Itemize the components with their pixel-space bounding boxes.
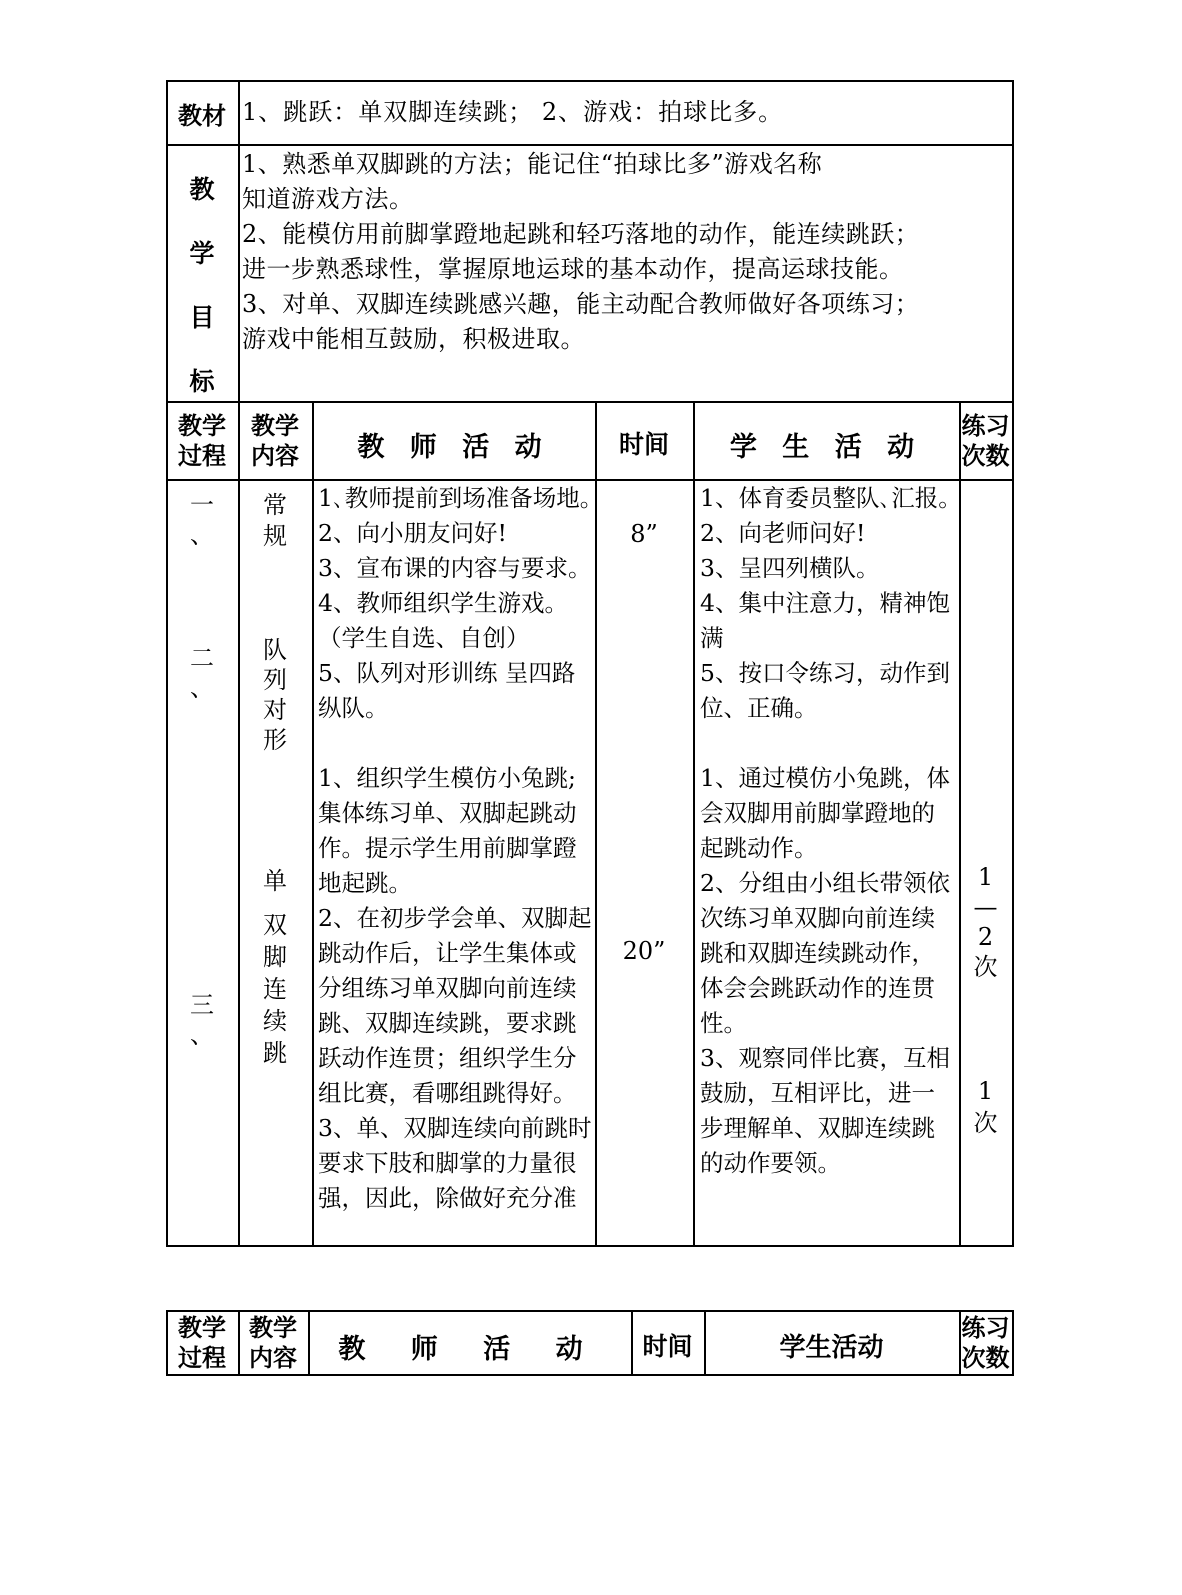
t2-header-time: 时间 — [642, 1332, 693, 1361]
student-activity-text: 1、体育委员整队､汇报。 2、向老师问好! 3、呈四列横队。 4、集中注意力，精神饱 满 5、按口令练习，动作到 位、正确。 1、通过模仿小兔跳，体 会双脚用前脚掌蹬地的 起跳动作。 2、分组由小组长带领依 次练习单双脚向前连续 跳和双脚连续跳动作， 体会会跳跃动作的连贯 性。 3、观察同伴比赛，互相 鼓励，互相评比，进一 步理解单、双脚连续跳 的动作要领。 — [700, 484, 962, 1177]
header-process: 教学 过程 — [178, 412, 226, 470]
teacher-activity-text: 1､教师提前到场准备场地。 2、向小朋友问好! 3、宣布课的内容与要求。 4、教师组织学生游戏。 （学生自选、自创） 5、队列对形训练 呈四路 纵队。 1、组织学生模仿小兔跳; 集体练习单、双脚起跳动 作。提示学生用前脚掌蹬 地起跳。 2、在初步学会单、双脚起 跳动作后，让学生集体或 分组练习单双脚向前连续 跳、双脚连续跳，要求跳 跃动作连贯；组织学生分 组比赛，看哪组跳得好。 3、单、双脚连续向前跳时 要求下肢和脚掌的力量很 强，因此，除做好充分准 — [318, 484, 604, 1212]
header-content: 教学 内容 — [251, 412, 299, 470]
time-jumping: 20” — [622, 937, 666, 965]
material-text: 1、跳跃：单双脚连续跳； 2、游戏：拍球比多。 — [242, 98, 784, 126]
t2-header-student-activity: 学生活动 — [779, 1333, 884, 1363]
header-practice: 练习 次数 — [961, 412, 1010, 470]
t2-header-process: 教学 过程 — [178, 1314, 226, 1372]
objectives-label: 教 学 目 标 — [189, 175, 215, 396]
practice-count-2: 1 次 — [973, 1077, 998, 1137]
objectives-text: 1、熟悉单双脚跳的方法；能记住“拍球比多”游戏名称 知道游戏方法。 2、能模仿用前脚掌蹬地起跳和轻巧落地的动作，能连续跳跃； 进一步熟悉球性，掌握原地运球的基本动作，提高运球技能。 3、对单、双脚连续跳感兴趣，能主动配合教师做好各项练习； 游戏中能相互鼓励，积极进取。 — [242, 150, 920, 353]
t2-header-content: 教学 内容 — [249, 1314, 297, 1372]
content-routine: 常 规 — [263, 491, 287, 550]
time-routine: 8” — [630, 520, 658, 548]
header-time: 时间 — [618, 430, 669, 459]
process-mark-3: 三 、 — [190, 991, 214, 1049]
process-mark-2: 二 、 — [190, 644, 214, 702]
content-formation: 队 列 对 形 — [263, 636, 287, 754]
process-mark-1: 一 、 — [190, 491, 214, 549]
header-student-activity: 学 生 活 动 — [729, 432, 923, 463]
content-jumping: 单 双 脚 连 续 跳 — [263, 867, 287, 1067]
t2-header-practice: 练习 次数 — [961, 1314, 1010, 1372]
material-label: 教材 — [178, 102, 226, 130]
t2-header-teacher-activity: 教 师 活 动 — [338, 1334, 601, 1365]
practice-count-1: 1 — 2 次 — [973, 863, 998, 981]
header-teacher-activity: 教 师 活 动 — [357, 432, 550, 463]
